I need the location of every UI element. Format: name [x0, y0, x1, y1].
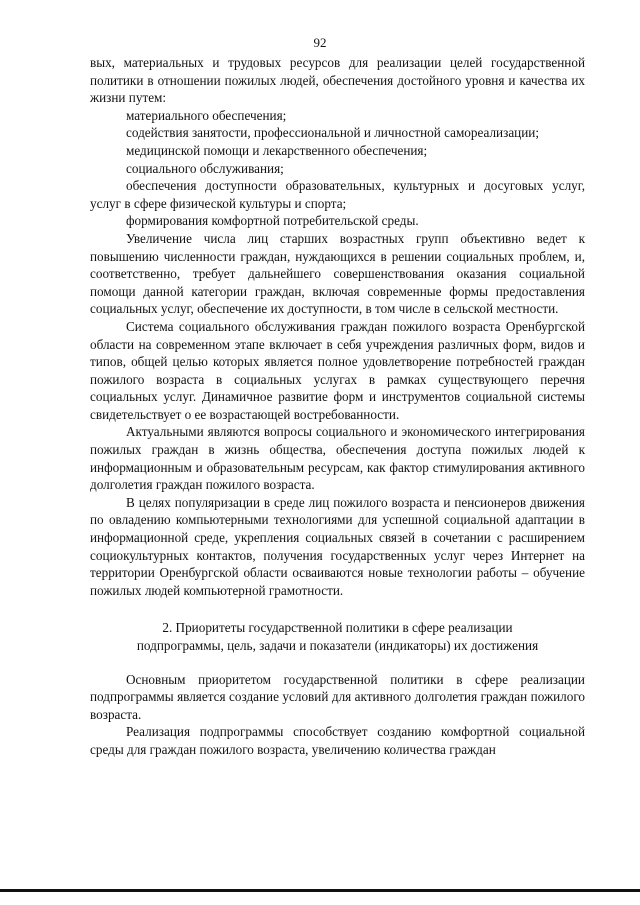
page-number: 92	[313, 35, 327, 50]
list-item: социального обслуживания;	[126, 160, 284, 176]
document-body	[90, 54, 585, 759]
list-item: медицинской помощи и лекарственного обеспечения;	[126, 142, 428, 158]
section-heading	[90, 619, 585, 654]
section-heading-line: 2. Приоритеты государственной политики в сфере реализации	[162, 620, 513, 636]
list-item: обеспечения доступности образовательных, культурных и досуговых услуг, услуг в сфере физической культуры и спорта;	[90, 178, 585, 211]
paragraph: Увеличение числа лиц старших возрастных групп объективно ведет к повышению численности граждан, нуждающихся в решении социальных проблем, и, соответственно, требует дальнейшего совершенствования оказания социальной помощи данной категории граждан, включая современные формы предоставления социальных услуг, обеспечение их доступности, в том числе в сельской местности.	[90, 230, 585, 317]
section-heading-line: подпрограммы, цель, задачи и показатели (индикаторы) их достижения	[136, 638, 539, 653]
paragraph: Основным приоритетом государственной политики в сфере реализации подпрограммы является создание условий для активного долголетия граждан пожилого возраста.	[90, 671, 585, 722]
list-item: материального обеспечения;	[126, 107, 287, 123]
paragraph: вых, материальных и трудовых ресурсов для реализации целей государственной политики в отношении пожилых людей, обеспечения достойного уровня и качества их жизни путем:	[90, 55, 585, 106]
paragraph: Система социального обслуживания граждан пожилого возраста Оренбургской области на современном этапе включает в себя учреждения различных форм, видов и типов, общей целью которых является полное удовлетворение потребностей граждан пожилого возраста в социальных услугах в рамках существующего перечня социальных услуг. Динамичное развитие форм и инструментов социальной системы свидетельствует о ее возрастающей востребованности.	[90, 318, 585, 422]
paragraph: Актуальными являются вопросы социального и экономического интегрирования пожилых граждан в жизнь общества, обеспечения доступа пожилых людей к информационным и образовательным ресурсам, как фактор стимулирования активного долголетия граждан пожилого возраста.	[90, 424, 585, 493]
page-bottom-rule	[0, 889, 640, 892]
list-item: содействия занятости, профессиональной и личностной самореализации;	[126, 125, 540, 141]
paragraph: В целях популяризации в среде лиц пожилого возраста и пенсионеров движения по овладению компьютерными технологиями для успешной социальной адаптации в информационной среде, укрепления социальных связей в сочетании с расширением социокультурных контактов, получения государственных услуг через Интернет на территории Оренбургской области осваиваются новые технологии работы – обучение пожилых людей компьютерной грамотности.	[90, 494, 585, 598]
paragraph: Реализация подпрограммы способствует созданию комфортной социальной среды для граждан пожилого возраста, увеличению количества граждан	[90, 724, 585, 757]
list-item: формирования комфортной потребительской среды.	[126, 213, 419, 229]
